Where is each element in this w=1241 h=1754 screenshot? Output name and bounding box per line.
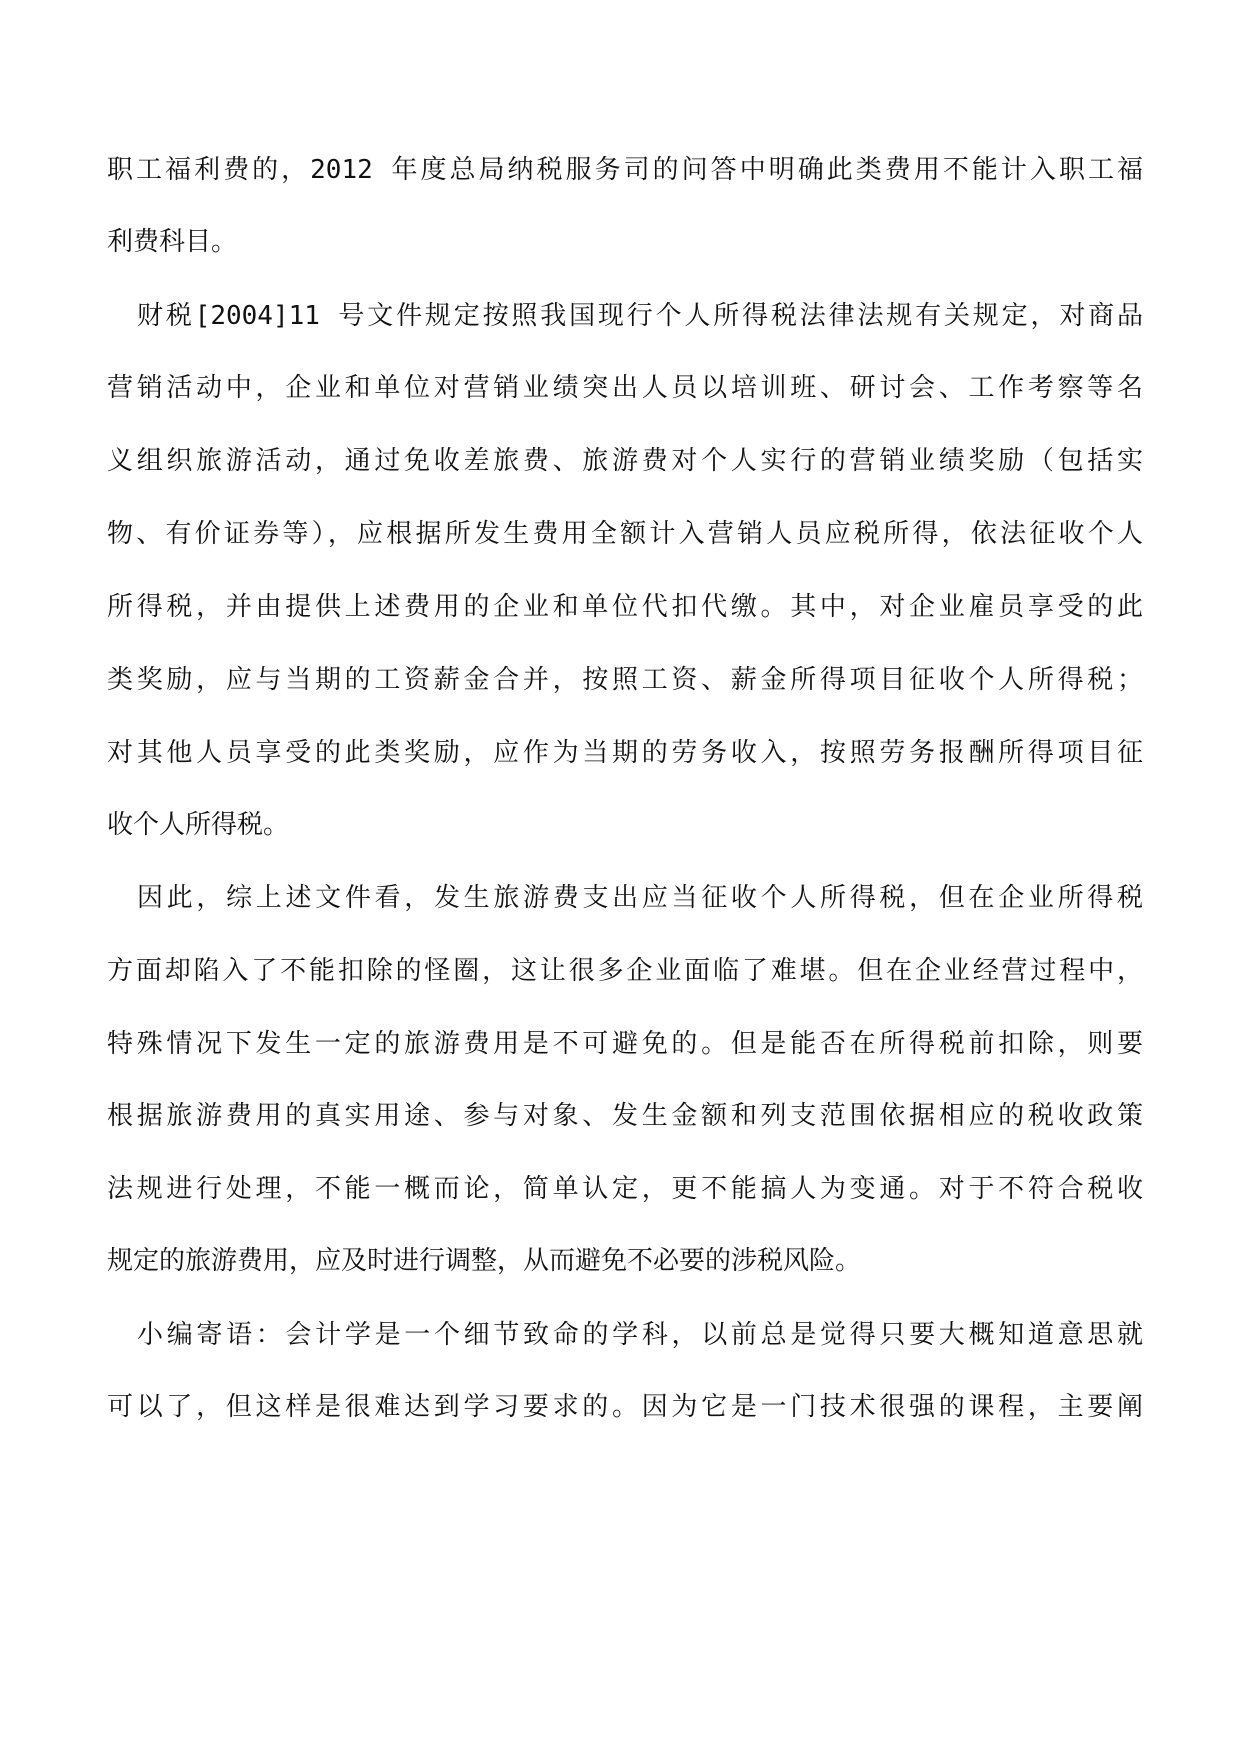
text-line: 小编寄语：会计学是一个细节致命的学科，以前总是觉得只要大概知道意思就	[137, 1320, 1143, 1350]
text-line: 物、有价证券等），应根据所发生费用全额计入营销人员应税所得，依法征收个人	[107, 519, 1143, 549]
text-line: 规定的旅游费用，应及时进行调整，从而避免不必要的涉税风险。	[107, 1246, 862, 1276]
text-line: 所得税，并由提供上述费用的企业和单位代扣代缴。其中，对企业雇员享受的此	[107, 592, 1143, 622]
text-line: 对其他人员享受的此类奖励，应作为当期的劳务收入，按照劳务报酬所得项目征	[107, 738, 1143, 768]
text-line: 特殊情况下发生一定的旅游费用是不可避免的。但是能否在所得税前扣除，则要	[107, 1029, 1143, 1059]
text-line: 利费科目。	[107, 227, 238, 257]
text-line: 因此，综上述文件看，发生旅游费支出应当征收个人所得税，但在企业所得税	[137, 883, 1143, 913]
text-line: 类奖励，应与当期的工资薪金合并，按照工资、薪金所得项目征收个人所得税；	[107, 665, 1143, 695]
text-line: 可以了，但这样是很难达到学习要求的。因为它是一门技术很强的课程，主要阐	[107, 1392, 1143, 1422]
text-line: 收个人所得税。	[107, 810, 290, 840]
text-line: 义组织旅游活动，通过免收差旅费、旅游费对个人实行的营销业绩奖励（包括实	[107, 446, 1143, 476]
text-line: 根据旅游费用的真实用途、参与对象、发生金额和列支范围依据相应的税收政策	[107, 1101, 1143, 1131]
text-line: 财税[2004]11 号文件规定按照我国现行个人所得税法律法规有关规定，对商品	[137, 301, 1143, 331]
text-line: 营销活动中，企业和单位对营销业绩突出人员以培训班、研讨会、工作考察等名	[107, 373, 1143, 403]
text-line: 法规进行处理，不能一概而论，简单认定，更不能搞人为变通。对于不符合税收	[107, 1174, 1143, 1204]
text-line: 方面却陷入了不能扣除的怪圈，这让很多企业面临了难堪。但在企业经营过程中，	[107, 956, 1143, 986]
text-line: 职工福利费的，2012 年度总局纳税服务司的问答中明确此类费用不能计入职工福	[107, 155, 1143, 185]
